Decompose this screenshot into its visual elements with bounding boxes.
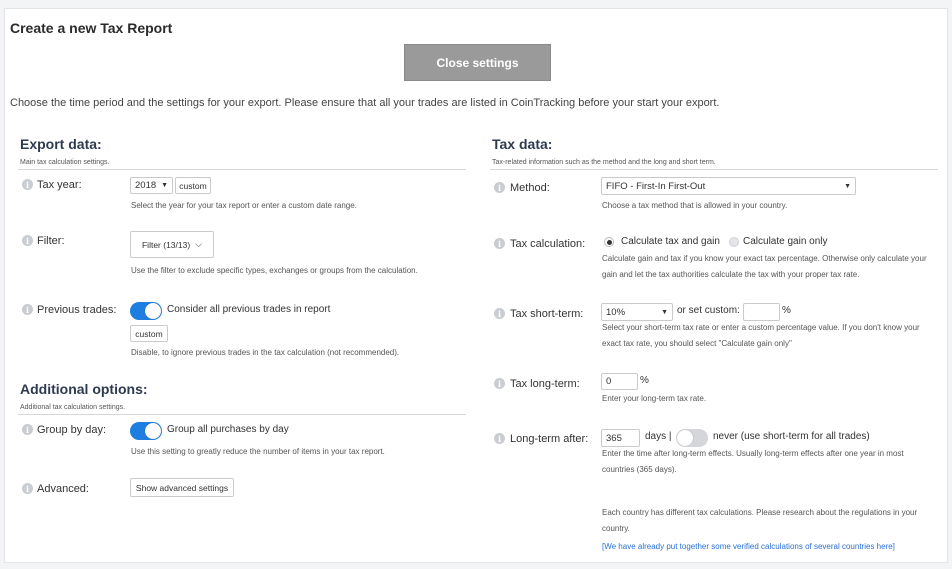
info-icon: i bbox=[22, 424, 33, 435]
tax-short-term-help: Select your short-term tax rate or enter a custom percentage value. If you don't know your exact tax rate, you should select "Calculate gain only" bbox=[602, 323, 920, 348]
or-set-custom-text: or set custom: bbox=[677, 305, 740, 316]
info-icon: i bbox=[22, 483, 33, 494]
group-by-day-help: Use this setting to greatly reduce the number of items in your tax report. bbox=[131, 447, 385, 456]
long-term-after-label: Long-term after: bbox=[510, 433, 589, 445]
previous-trades-toggle-label: Consider all previous trades in report bbox=[167, 304, 331, 315]
tax-long-term-label: Tax long-term: bbox=[510, 378, 580, 390]
previous-trades-custom-button[interactable]: custom bbox=[130, 325, 168, 342]
calculate-gain-only-label: Calculate gain only bbox=[743, 236, 828, 247]
info-icon: i bbox=[22, 304, 33, 315]
tax-calculation-help: Calculate gain and tax if you know your exact tax percentage. Otherwise only calculate your gain and let the tax authorities calculate the tax with your proper tax rate. bbox=[602, 254, 927, 279]
method-select[interactable] bbox=[601, 177, 856, 195]
group-by-day-label: Group by day: bbox=[37, 424, 107, 436]
tax-year-help: Select the year for your tax report or enter a custom date range. bbox=[131, 201, 357, 210]
short-term-percent-sign: % bbox=[782, 305, 791, 316]
group-by-day-toggle-label: Group all purchases by day bbox=[167, 424, 289, 435]
info-icon: i bbox=[22, 179, 33, 190]
toggle-knob bbox=[145, 423, 161, 439]
intro-text: Choose the time period and the settings for your export. Please ensure that all your trades are listed in CoinTracking before your start your export. bbox=[10, 97, 720, 109]
filter-button-label: Filter (13/13) bbox=[141, 239, 191, 250]
export-data-title: Export data: bbox=[20, 136, 102, 152]
tax-short-term-custom-input[interactable] bbox=[743, 303, 780, 321]
tax-year-value: 2018 bbox=[135, 180, 157, 191]
close-settings-button[interactable]: Close settings bbox=[404, 44, 551, 81]
tax-data-subtitle: Tax-related information such as the method and the long and short term. bbox=[492, 159, 716, 166]
show-advanced-settings-button[interactable]: Show advanced settings bbox=[130, 478, 234, 497]
country-note: Each country has different tax calculations. Please research about the regulations in your country. bbox=[602, 508, 918, 533]
tax-data-title: Tax data: bbox=[492, 136, 553, 152]
toggle-knob bbox=[145, 303, 161, 319]
additional-divider bbox=[18, 414, 466, 415]
info-icon: i bbox=[494, 238, 505, 249]
group-by-day-toggle[interactable] bbox=[130, 422, 162, 440]
info-icon: i bbox=[494, 378, 505, 389]
days-text: days | bbox=[645, 431, 672, 442]
tax-divider bbox=[490, 169, 938, 170]
advanced-label: Advanced: bbox=[37, 483, 89, 495]
previous-trades-help: Disable, to ignore previous trades in the tax calculation (not recommended). bbox=[131, 348, 400, 357]
tax-short-term-value: 10% bbox=[606, 306, 626, 318]
additional-options-subtitle: Additional tax calculation settings. bbox=[20, 404, 126, 411]
calculate-tax-and-gain-radio[interactable] bbox=[604, 237, 614, 247]
additional-options-title: Additional options: bbox=[20, 381, 148, 397]
long-term-days-input[interactable]: 365 bbox=[601, 429, 640, 447]
previous-trades-label: Previous trades: bbox=[37, 304, 117, 316]
toggle-knob bbox=[677, 430, 693, 446]
calculate-tax-and-gain-label: Calculate tax and gain bbox=[621, 236, 720, 247]
filter-help: Use the filter to exclude specific types, exchanges or groups from the calculation. bbox=[131, 266, 418, 275]
tax-calculation-label: Tax calculation: bbox=[510, 238, 586, 250]
info-icon: i bbox=[494, 182, 505, 193]
page-title: Create a new Tax Report bbox=[10, 20, 173, 36]
info-icon: i bbox=[494, 308, 505, 319]
tax-long-term-help: Enter your long-term tax rate. bbox=[602, 394, 707, 403]
tax-year-select[interactable] bbox=[130, 177, 173, 194]
never-long-term-label: never (use short-term for all trades) bbox=[713, 431, 870, 442]
method-value: FIFO - First-In First-Out bbox=[606, 180, 706, 192]
tax-year-label: Tax year: bbox=[37, 179, 82, 191]
caret-down-icon: ▼ bbox=[844, 182, 851, 190]
tax-short-term-label: Tax short-term: bbox=[510, 308, 584, 320]
verified-calculations-link[interactable]: [We have already put together some verified calculations of several countries here] bbox=[602, 542, 895, 551]
info-icon: i bbox=[22, 235, 33, 246]
caret-down-icon: ▼ bbox=[661, 308, 668, 316]
info-icon: i bbox=[494, 433, 505, 444]
long-term-after-help: Enter the time after long-term effects. Usually long-term effects after one year in most countries (365 days). bbox=[602, 449, 904, 474]
calculate-gain-only-radio[interactable] bbox=[729, 237, 739, 247]
chevron-down-icon: ⌵ bbox=[195, 239, 202, 249]
filter-label: Filter: bbox=[37, 235, 65, 247]
tax-long-term-input[interactable]: 0 bbox=[601, 373, 638, 390]
method-label: Method: bbox=[510, 182, 550, 194]
caret-down-icon: ▼ bbox=[161, 182, 168, 189]
previous-trades-toggle[interactable] bbox=[130, 302, 162, 320]
filter-button[interactable] bbox=[130, 231, 214, 258]
export-data-subtitle: Main tax calculation settings. bbox=[20, 159, 110, 166]
long-term-percent-sign: % bbox=[640, 375, 649, 386]
method-help: Choose a tax method that is allowed in your country. bbox=[602, 201, 788, 210]
tax-short-term-select[interactable] bbox=[601, 303, 673, 321]
tax-year-custom-button[interactable]: custom bbox=[175, 177, 211, 194]
never-long-term-toggle[interactable] bbox=[676, 429, 708, 447]
export-divider bbox=[18, 169, 466, 170]
